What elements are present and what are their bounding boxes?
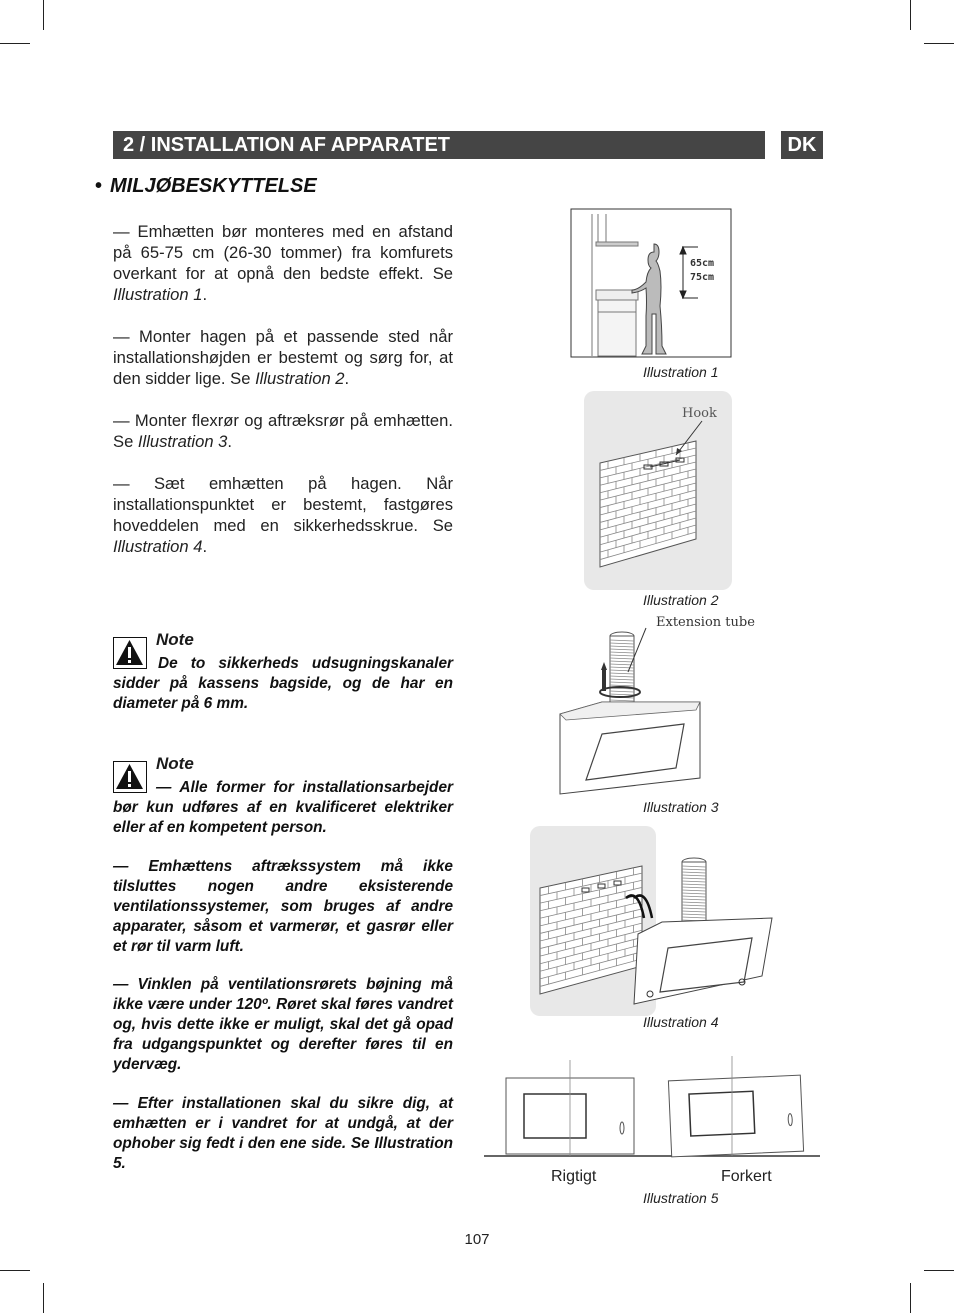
correct-label: Rigtigt <box>551 1168 597 1185</box>
illustration-caption: Illustration 4 <box>643 1014 719 1030</box>
section-header: 2 / INSTALLATION AF APPARATET <box>113 131 765 159</box>
dim-label-bottom: 75cm <box>690 272 715 283</box>
crop-mark <box>910 1283 911 1313</box>
crop-mark <box>0 1270 30 1271</box>
note-title: Note <box>156 754 194 773</box>
illustration-ref: Illustration 4 <box>113 537 203 556</box>
illustration-caption: Illustration 2 <box>643 592 719 608</box>
paragraph-3 <box>113 410 453 452</box>
note-box <box>113 754 453 838</box>
illustration-4-figure <box>530 826 776 1018</box>
bold-paragraph: — Efter installationen skal du sikre dig, at emhætten er i vandret for at undgå, at der ophober sig fedt i den ene side. Se Illustration 5. <box>113 1095 453 1172</box>
warning-icon <box>113 761 147 793</box>
illustration-caption: Illustration 3 <box>643 799 719 815</box>
period: . <box>202 285 208 304</box>
paragraph-text: — Monter flexrør og aftræksrør på emhætten. Se <box>113 411 453 451</box>
section-title-text: MILJØBESKYTTELSE <box>110 175 317 197</box>
illustration-1-figure <box>570 208 732 360</box>
crop-mark <box>43 1283 44 1313</box>
period: . <box>227 432 233 451</box>
illustration-3-figure <box>556 612 756 798</box>
warning-icon <box>113 637 147 669</box>
note-text: De to sikkerheds udsugningskanaler sidder på kassens bagside, og de har en diameter på 6 mm. <box>113 655 453 712</box>
crop-mark <box>0 43 30 44</box>
crop-mark <box>43 0 44 30</box>
illustration-caption: Illustration 1 <box>643 364 719 380</box>
language-badge: DK <box>781 131 823 159</box>
paragraph-2 <box>113 326 453 389</box>
dim-label-top: 65cm <box>690 258 715 269</box>
period: . <box>344 369 350 388</box>
bold-paragraph: — Vinklen på ventilationsrørets bøjning må ikke være under 120º. Røret skal føres vandret og, hvis dette ikke er muligt, skal det gå opad fra udgangspunktet og derefter føres til en ydervæg. <box>113 976 453 1073</box>
paragraph-text: — Monter hagen på et passende sted når installationshøjden er bestemt og sørg for, at den sidder lige. Se <box>113 327 453 388</box>
paragraph-1 <box>113 221 453 305</box>
note-text: — Alle former for installationsarbejder bør kun udføres af en kvalificeret elektriker eller af en kompetent person. <box>113 779 453 836</box>
crop-mark <box>924 43 954 44</box>
paragraph-text: — Emhætten bør monteres med en afstand på 65-75 cm (26-30 tommer) fra komfurets overkant for at opnå den bedste effekt. Se <box>113 222 453 283</box>
illustration-5-figure <box>482 1056 822 1160</box>
extension-tube-label: Extension tube <box>656 615 755 630</box>
crop-mark <box>924 1270 954 1271</box>
note-title: Note <box>156 630 194 649</box>
illustration-ref: Illustration 1 <box>113 285 203 304</box>
hook-label: Hook <box>682 406 717 421</box>
crop-mark <box>910 0 911 30</box>
illustration-ref: Illustration 3 <box>137 432 228 451</box>
note-box <box>113 630 453 714</box>
paragraph-text: — Sæt emhætten på hagen. Når installationspunktet er bestemt, fastgøres hoveddelen med en sikkerhedsskrue. Se <box>113 474 453 535</box>
illustration-ref: Illustration 2 <box>255 369 345 388</box>
bullet: • <box>95 175 103 197</box>
illustration-2-figure <box>584 391 732 590</box>
paragraph-4 <box>113 473 453 557</box>
section-title <box>95 175 317 198</box>
incorrect-label: Forkert <box>721 1168 772 1185</box>
period: . <box>202 537 208 556</box>
page-number: 107 <box>464 1231 490 1248</box>
illustration-caption: Illustration 5 <box>643 1190 719 1204</box>
bold-paragraph: — Emhættens aftrækssystem må ikke tilsluttes nogen andre eksisterende ventilationssystemer, som bruges af andre apparater, såsom et varmerør, et gasrør eller et rør til varm luft. <box>113 858 453 955</box>
